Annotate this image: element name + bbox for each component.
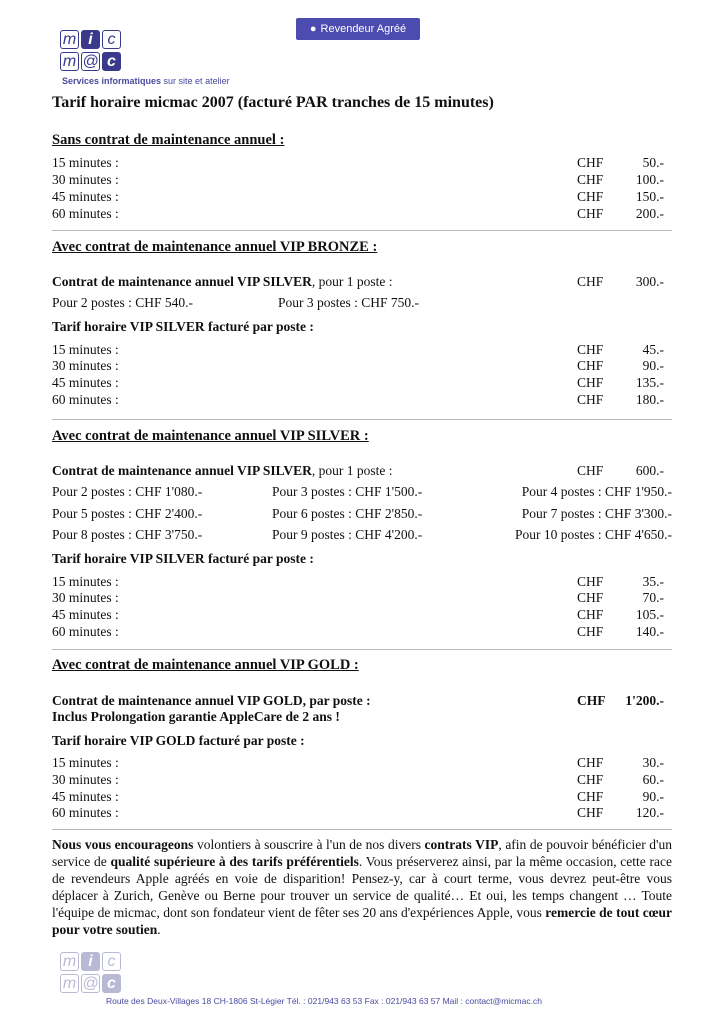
logo-letter: m [60,952,79,971]
footer-address: Route des Deux-Villages 18 CH-1806 St-Légier Tél. : 021/943 63 53 Fax : 021/943 63 57 Mail : contact@micmac.ch [106,996,542,1006]
contract-row: Contrat de maintenance annuel VIP SILVER, pour 1 poste : CHF 600.- [52,463,664,478]
contract-row: Contrat de maintenance annuel VIP SILVER, pour 1 poste : CHF 300.- [52,274,664,289]
logo-letter: c [102,52,121,71]
hourly-title: Tarif horaire VIP SILVER facturé par poste : [52,551,314,566]
postes-price: Pour 6 postes : CHF 2'850.- [272,506,423,521]
logo-letter: c [102,30,121,49]
rate-row: 15 minutes : CHF 50.- [52,155,664,170]
section-title-gold: Avec contrat de maintenance annuel VIP GOLD : [52,657,359,673]
logo-letter: m [60,52,79,71]
logo-letter: @ [82,53,99,70]
section-title-none: Sans contrat de maintenance annuel : [52,132,285,148]
hourly-title: Tarif horaire VIP GOLD facturé par poste : [52,733,305,748]
page-title: Tarif horaire micmac 2007 (facturé PAR tranches de 15 minutes) [52,94,494,111]
logo-letter: c [102,952,121,971]
footer-logo [60,952,130,998]
logo-letter: m [60,974,79,993]
divider [52,230,672,231]
rate-row: 30 minutes : CHF 90.- [52,358,664,373]
rate-row: 15 minutes : CHF 30.- [52,755,664,770]
rate-row: 30 minutes : CHF 60.- [52,772,664,787]
rate-row: 60 minutes : CHF 120.- [52,805,664,820]
postes-price: Pour 5 postes : CHF 2'400.- [52,506,203,521]
rate-row: 45 minutes : CHF 105.- [52,607,664,622]
rate-row: 45 minutes : CHF 150.- [52,189,664,204]
logo-letter: c [102,974,121,993]
postes-price: Pour 8 postes : CHF 3'750.- [52,527,203,542]
contract-row: Contrat de maintenance annuel VIP GOLD, par poste : CHF 1'200.- [52,693,664,708]
rate-row: 45 minutes : CHF 135.- [52,375,664,390]
apple-logo-icon: ● [309,23,317,35]
rate-row: 15 minutes : CHF 35.- [52,574,664,589]
section-title-bronze: Avec contrat de maintenance annuel VIP BRONZE : [52,239,378,255]
rate-row: 30 minutes : CHF 100.- [52,172,664,187]
applecare-note: Inclus Prolongation garantie AppleCare de 2 ans ! [52,709,340,724]
divider [52,829,672,830]
logo-letter: @ [82,975,99,992]
postes-price: Pour 2 postes : CHF 1'080.- [52,484,203,499]
postes-price: Pour 3 postes : CHF 750.- [278,295,420,310]
logo-letter: i [81,952,100,971]
logo-letter: i [81,30,100,49]
hourly-title: Tarif horaire VIP SILVER facturé par poste : [52,319,314,334]
divider [52,419,672,420]
postes-price: Pour 2 postes : CHF 540.- [52,295,194,310]
apple-reseller-badge [296,18,420,40]
postes-price: Pour 3 postes : CHF 1'500.- [272,484,423,499]
section-title-silver: Avec contrat de maintenance annuel VIP SILVER : [52,428,369,444]
postes-price: Pour 10 postes : CHF 4'650.- [515,527,672,542]
badge-label: Revendeur Agréé [320,23,407,35]
rate-row: 60 minutes : CHF 200.- [52,206,664,221]
closing-paragraph: Nous vous encourageons volontiers à souscrire à l'un de nos divers contrats VIP, afin de pouvoir bénéficier d'un service de qualité supérieure à des tarifs préférentiels. Vous préserverez ainsi, par la même occasion, cette race de revendeurs Apple agréés en voie de disparition! Pensez-y, car à court terme, vous devrez peut-être vous déplacer à Zurich, Genève ou Berne pour trouver un service de qualité… Et oui, les temps changent … Toute l'équipe de micmac, dont son fondateur vient de fêter ses 20 ans d'expériences Apple, vous remercie de tout cœur pour votre soutien. [52,837,673,937]
rate-row: 60 minutes : CHF 180.- [52,392,664,407]
logo-letter: m [60,30,79,49]
tagline: Services informatiques sur site et atelier [62,76,230,86]
micmac-logo [60,30,130,76]
postes-price: Pour 4 postes : CHF 1'950.- [521,484,672,499]
postes-price: Pour 9 postes : CHF 4'200.- [272,527,423,542]
divider [52,649,672,650]
postes-price: Pour 7 postes : CHF 3'300.- [521,506,672,521]
rate-row: 15 minutes : CHF 45.- [52,342,664,357]
rate-row: 45 minutes : CHF 90.- [52,789,664,804]
rate-row: 60 minutes : CHF 140.- [52,624,664,639]
rate-row: 30 minutes : CHF 70.- [52,590,664,605]
